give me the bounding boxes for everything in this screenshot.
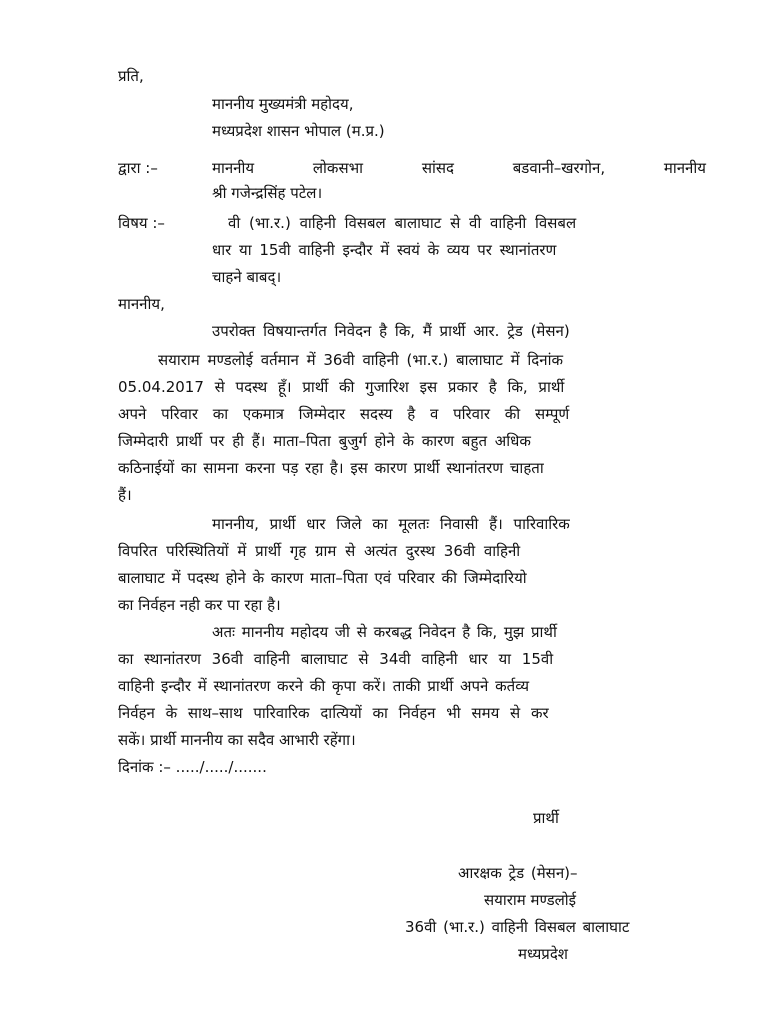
dwara-line-1 [212, 158, 706, 180]
prati-text: प्रति, [118, 67, 144, 85]
dwara-word: बडवानी–खरगोन, [512, 159, 606, 177]
signature-designation: आरक्षक ट्रेड (मेसन)– [458, 864, 578, 882]
para2-line: माननीय, प्रार्थी धार जिले का मूलतः निवासी हैं। पारिवारिक [212, 515, 570, 533]
para2-line: बालाघाट में पदस्थ होने के कारण माता–पिता एवं परिवार की जिम्मेदारियो [118, 569, 527, 587]
dwara-line-2: श्री गजेन्द्रसिंह पटेल। [212, 184, 323, 202]
para3-line: सकें। प्रार्थी माननीय का सदैव आभारी रहेंगा। [118, 731, 356, 749]
para3-line: वाहिनी इन्दौर में स्थानांतरण करने की कृपा करें। ताकी प्रार्थी अपने कर्तव्य [118, 677, 530, 695]
vishay-line-1: वी (भा.र.) वाहिनी विसबल बालाघाट से वी वाहिनी विसबल [228, 214, 577, 232]
vishay-label: विषय :– [118, 214, 165, 232]
para1-line: हैं। [118, 486, 132, 504]
vishay-line-3: चाहने बाबद्। [212, 268, 282, 286]
para3-line: का स्थानांतरण 36वी वाहिनी बालाघाट से 34वी वाहिनी धार या 15वी [118, 650, 554, 668]
para3-line: निर्वहन के साथ–साथ पारिवारिक दात्यियों का निर्वहन भी समय से कर [118, 704, 549, 722]
para1-line: सयाराम मण्डलोई वर्तमान में 36वी वाहिनी (भा.र.) बालाघाट में दिनांक [158, 351, 563, 369]
dwara-label: द्वारा :– [118, 159, 158, 177]
signature-state: मध्यप्रदेश [518, 945, 569, 963]
dwara-word: माननीय [212, 159, 255, 177]
para1-line: अपने परिवार का एकमात्र जिम्मेदार सदस्य है व परिवार की सम्पूर्ण [118, 405, 570, 423]
para3-line: अतः माननीय महोदय जी से करबद्ध निवेदन है कि, मुझ प्रार्थी [212, 623, 557, 641]
recipient-line-1: माननीय मुख्यमंत्री महोदय, [212, 95, 354, 113]
dwara-word: लोकसभा [312, 159, 364, 177]
para1-line: जिम्मेदारी प्रार्थी पर ही हैं। माता–पिता बुजुर्ग होने के कारण बहुत अधिक [118, 432, 531, 450]
date-line: दिनांक :– ...../...../....... [118, 758, 267, 776]
para1-line: उपरोक्त विषयान्तर्गत निवेदन है कि, मैं प्रार्थी आर. ट्रेड (मेसन) [212, 322, 570, 340]
para2-line: विपरित परिस्थितियों में प्रार्थी गृह ग्राम से अत्यंत दुरस्थ 36वी वाहिनी [118, 542, 521, 560]
vishay-line-2: धार या 15वी वाहिनी इन्दौर में स्वयं के व्यय पर स्थानांतरण [212, 241, 557, 259]
signature-unit: 36वी (भा.र.) वाहिनी विसबल बालाघाट [405, 918, 630, 936]
para2-line: का निर्वहन नही कर पा रहा है। [118, 596, 281, 614]
dwara-word: माननीय [663, 159, 706, 177]
salutation: माननीय, [118, 295, 165, 313]
prarthi-signoff: प्रार्थी [533, 809, 559, 827]
signature-name: सयाराम मण्डलोई [484, 891, 577, 909]
recipient-line-2: मध्यप्रदेश शासन भोपाल (म.प्र.) [212, 122, 385, 140]
para1-line: कठिनाईयों का सामना करना पड़ रहा है। इस कारण प्रार्थी स्थानांतरण चाहता [118, 459, 544, 477]
para1-line: 05.04.2017 से पदस्थ हूॅं। प्रार्थी की गुजारिश इस प्रकार है कि, प्रार्थी [118, 378, 565, 396]
dwara-word: सांसद [421, 159, 454, 177]
